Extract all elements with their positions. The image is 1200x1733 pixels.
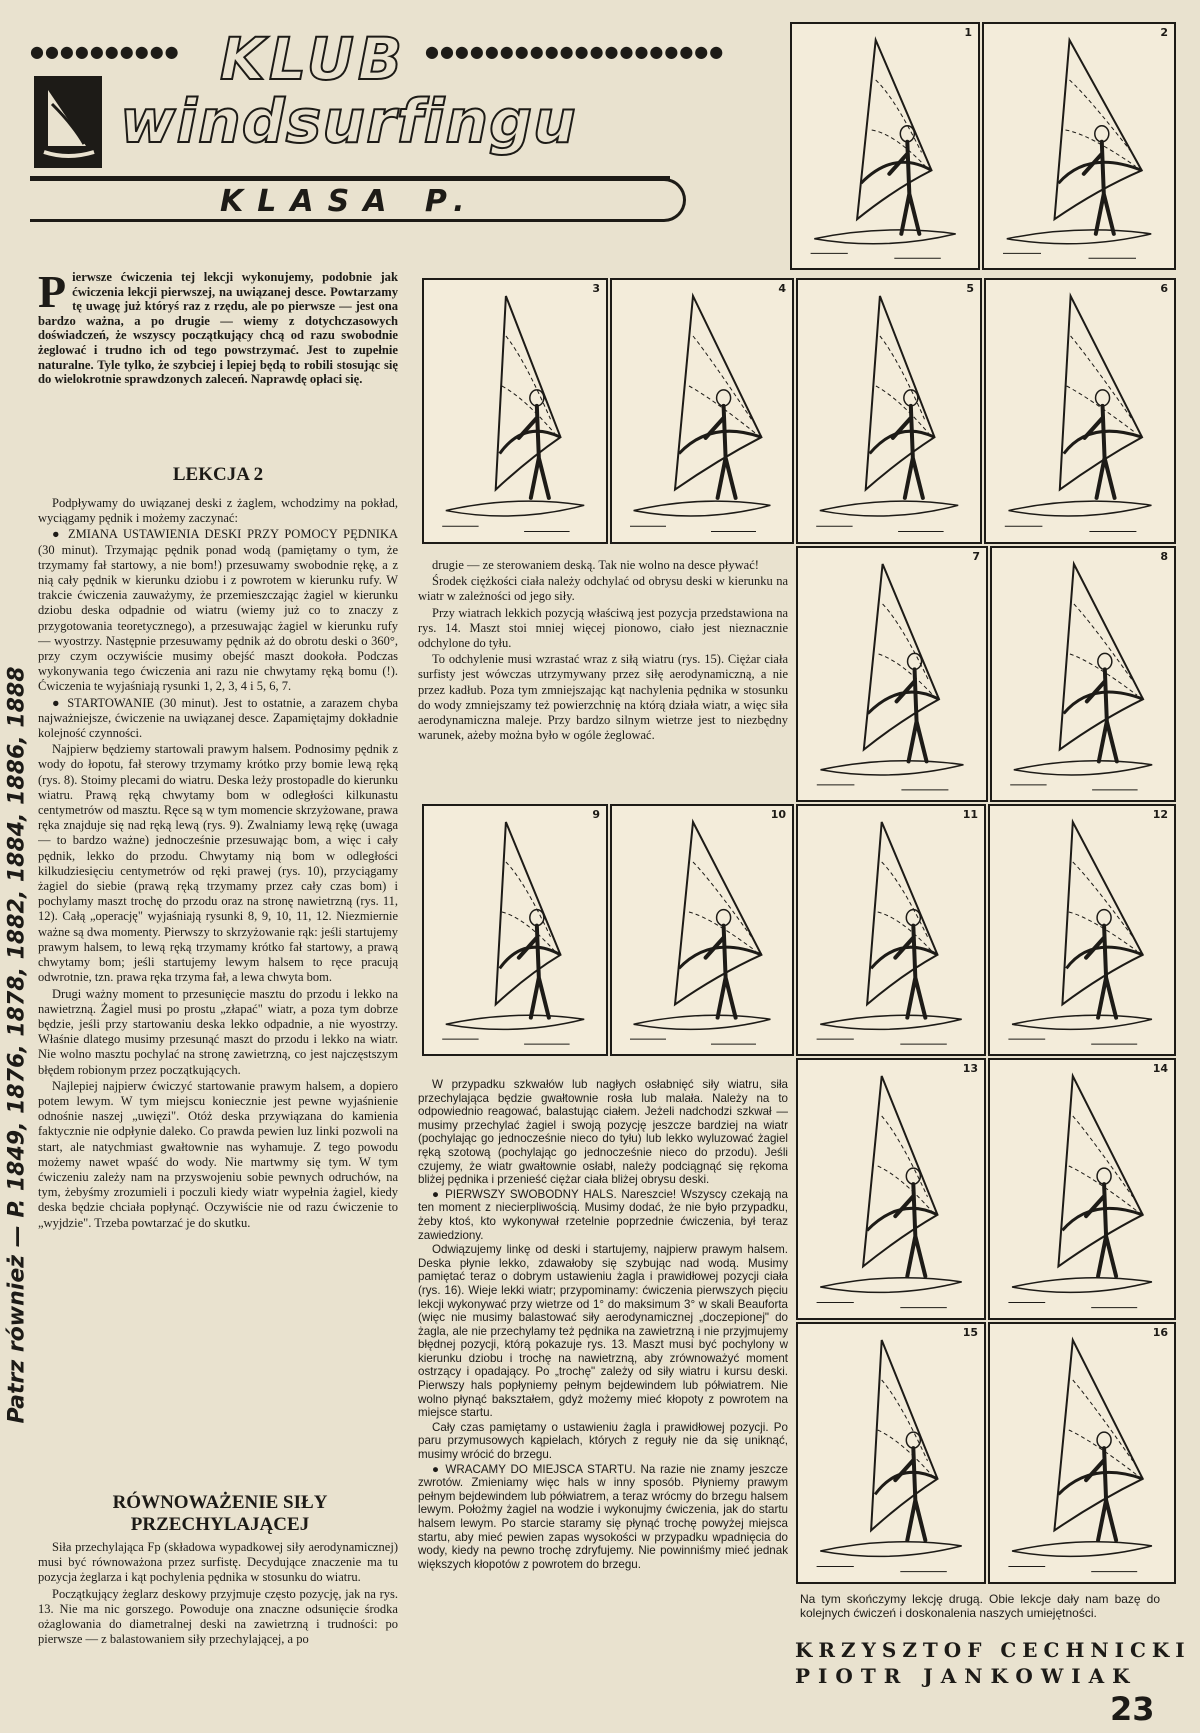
sail-logo-icon bbox=[34, 76, 102, 168]
figure-number: 11 bbox=[962, 808, 978, 821]
lesson-title: LEKCJA 2 bbox=[172, 464, 264, 485]
header-dots-right: ●●●●●●●●●●●●●●●●●●●● bbox=[425, 42, 725, 61]
col2a-p1: Środek ciężkości ciała należy odchylać od obrysu deski w kierunku na wiatr w zależności od jego siły. bbox=[418, 574, 788, 604]
figure-panel-11 bbox=[796, 804, 986, 1056]
club-logo bbox=[34, 76, 102, 168]
col1-p0: Podpływamy do uwiązanej deski z żaglem, wchodzimy na pokład, wyciągamy pędnik i możemy zaczynać: bbox=[38, 496, 398, 526]
page-number: 23 bbox=[1110, 1690, 1155, 1728]
figure-panel-4 bbox=[610, 278, 794, 544]
col2b-p2: Odwiązujemy linkę od deski i startujemy, najpierw prawym halsem. Deska płynie lekko, zdawałoby się szybując nad wodą. Musimy pamiętać teraz o dobrym ustawieniu żagla i prawidłowej pozycji ciała (rys. 16). Wieje lekki wiatr; przypominamy: ćwiczenia pierwszych pięciu lekcji wykonywać przy wietrze od 1° do maksimum 3° w skali Beauforta (więc nie musimy balastować siły aerodynamicznej „doczepionej" do żagla, ale nie przechylamy też pędnika na zawietrzną i nie przyjmujemy błędnej pozycji, którą pokazuje rys. 13. Maszt musi być pochylony w kierunku dziobu i trochę na nawietrzną, aby zrównoważyć moment ostrzący i opadający. Po „trochę" zależy od siły wiatru i kursu deski. Pierwszy hals popłyniemy pełnym bejdewindem lub półwiatrem. Nie wolno płynąć bakształem, gdyż możemy mieć kłopoty z powrotem na miejsce startu. bbox=[418, 1243, 788, 1420]
figure-panel-3 bbox=[422, 278, 608, 544]
col1-p3: Najpierw będziemy startowali prawym halsem. Podnosimy pędnik z wody do łopotu, fał sterowy trzymamy krótko przy bomie lewą ręką (rys. 8). Stoimy plecami do wiatru. Deska leży prostopadle do kierunku wiatru. Prawą ręką chwytamy bom w odległości kilkunastu centymetrów od masztu. Ręce są w tym momencie skrzyżowane, prawa ręka znajduje się nad ręką lewą (rys. 9). Zwalniamy lewą rękę (uwaga — to bardzo ważne) jednocześnie przesuwając bom, a więc i cały pędnik, lekko do przodu. Chwytamy nią bom w odległości kilkudziesięciu centymetrów od ręki prawej (rys. 10), przyciągamy żagiel do siebie (prawą ręką trzymamy przez cały czas bom) i pochylamy maszt trochę do przodu oraz na stronę nawietrzną (rys. 11, 12). Całą „operację" wyjaśniają rysunki 8, 9, 10, 11, 12. Niezmiernie ważne są dwa momenty. Pierwszy to skrzyżowanie rąk: jeśli startujemy prawym halsem, to lewą ręką trzymamy krótko fał startowy, a prawą chwytamy bom; jeśli startujemy lewym halsem to ręce pracują odwrotnie, tzn. prawa ręka trzyma fał, a lewa chwyta bom. bbox=[38, 742, 398, 985]
figure-panel-5 bbox=[796, 278, 982, 544]
figure-panel-1 bbox=[790, 22, 980, 270]
see-also-text: Patrz również — P. 1849, 1876, 1878, 1882, 1884, 1886, 1888 bbox=[4, 666, 30, 1424]
figure-number: 9 bbox=[592, 808, 600, 821]
windsurfer-illustration bbox=[798, 1060, 984, 1318]
windsurfer-illustration bbox=[612, 280, 792, 542]
windsurfer-illustration bbox=[990, 1324, 1174, 1582]
header-dots-left: ●●●●●●●●●● bbox=[30, 42, 180, 61]
col2b-p0: W przypadku szkwałów lub nagłych osłabnięć siły wiatru, siła przechylająca będzie gwałtownie rosła lub malała. Należy na to odpowiednio reagować, balastując ciałem. Jeżeli nadchodzi szkwał — musimy przechylać żagiel i swoją pozycję jeszcze bardziej na wiatr (pochylając go jednocześnie nieco do tyłu) lub lekko wyluzować żagiel ręką szotową (pochylając go jednocześnie nieco do przodu). Jeśli czujemy, że wiatr gwałtownie osłabł, należy podciągnąć się rękoma bliżej pędnika i przenieść ciężar ciała bliżej obrysu deski. bbox=[418, 1078, 788, 1187]
col2a-p2: Przy wiatrach lekkich pozycją właściwą jest pozycja przedstawiona na rys. 14. Maszt stoi mniej więcej pionowo, ciało jest nieznacznie odchylone do tyłu. bbox=[418, 605, 788, 651]
figure-panel-12 bbox=[988, 804, 1176, 1056]
windsurfer-illustration bbox=[992, 548, 1174, 800]
figure-panel-13 bbox=[796, 1058, 986, 1320]
figure-panel-8 bbox=[990, 546, 1176, 802]
figure-number: 6 bbox=[1160, 282, 1168, 295]
windsurfer-illustration bbox=[986, 280, 1174, 542]
col2b-p3: Cały czas pamiętamy o ustawieniu żagla i prawidłowej pozycji. Po paru przymusowych kąpielach, których z reguły nie da się uniknąć, musimy wrócić do brzegu. bbox=[418, 1420, 788, 1462]
closing-text: Na tym skończymy lekcję drugą. Obie lekcje dały nam bazę do kolejnych ćwiczeń i doskonalenia naszych umiejętności. bbox=[800, 1592, 1160, 1620]
windsurfer-illustration bbox=[984, 24, 1174, 268]
header bbox=[30, 25, 725, 228]
figure-panel-9 bbox=[422, 804, 608, 1056]
figure-number: 8 bbox=[1160, 550, 1168, 563]
windsurfer-illustration bbox=[798, 806, 984, 1054]
col1-p2: ● STARTOWANIE (30 minut). Jest to ostatnie, a zarazem chyba najważniejsze, ćwiczenie na uwiązanej desce. Zapamiętajmy dokładnie kolejność czynności. bbox=[38, 695, 398, 741]
windsurfer-illustration bbox=[990, 1060, 1174, 1318]
col2b-p1: ● PIERWSZY SWOBODNY HALS. Nareszcie! Wszyscy czekają na ten moment z niecierpliwością. Musimy dodać, że nie było przypadku, żeby ktoś, kto wykonywał rzetelnie poprzednie ćwiczenia, był teraz zawiedziony. bbox=[418, 1187, 788, 1242]
figure-number: 5 bbox=[966, 282, 974, 295]
windsurfer-illustration bbox=[424, 806, 606, 1054]
col2b-p4: ● WRACAMY DO MIEJSCA STARTU. Na razie nie znamy jeszcze zwrotów. Zmieniamy więc hals w inny sposób. Płyniemy prawym pełnym bejdewindem lub półwiatrem, a teraz wrócmy do brzegu halsem lewym. Położmy żagiel na wodzie i wykonujmy ćwiczenia, jak do startu halsem lewym. Po starcie staramy się płynąć trochę powyżej miejsca startu, aby mieć pewien zapas wysokości w przypadku wpadnięcia do wody, kiedy na pewno trochę zdryfujemy. Nie powinniśmy mieć jednak większych kłopotów z powrotem do brzegu. bbox=[418, 1462, 788, 1571]
column-2b-text bbox=[418, 1078, 788, 1723]
figure-number: 14 bbox=[1152, 1062, 1168, 1075]
col1b-p0: Siła przechylająca Fp (składowa wypadkowej siły aerodynamicznej) musi być równoważona przez surfistę. Decydujące znaczenie ma tu pozycja żeglarza i kąt pochylenia pędnika w stosunku do wiatru. bbox=[38, 1540, 398, 1585]
dropcap: P bbox=[38, 266, 67, 317]
figure-number: 2 bbox=[1160, 26, 1168, 39]
figure-number: 3 bbox=[592, 282, 600, 295]
intro-paragraph bbox=[38, 266, 398, 387]
intro-text: ierwsze ćwiczenia tej lekcji wykonujemy, podobnie jak ćwiczenia lekcji pierwszej, na uwiązanej desce. Powtarzamy tę uwagę już któryś raz z rzędu, ale po pierwsze — jest ona bardzo ważna, a po drugie — wiemy z dotychczasowych doświadczeń, że wszyscy początkujący chcą od razu swobodnie żeglować i trudno ich od tego powstrzymać. Jest to zupełnie naturalne. Tyle tylko, że szybciej i lepiej będą to robili stosując się do wielokrotnie sprawdzonych zaleceń. Naprawdę opłaci się. bbox=[38, 270, 398, 387]
section-2-title: RÓWNOWAŻENIE SIŁY PRZECHYLAJĄCEJ bbox=[112, 1492, 328, 1535]
figure-number: 4 bbox=[778, 282, 786, 295]
col1b-p1: Początkujący żeglarz deskowy przyjmuje często pozycję, jak na rys. 13. Nie ma nic gorszego. Powoduje ona znaczne odsunięcie środka ożaglowania do diametralnej deski na zawietrzną i trudności: po pierwsze — z balastowaniem siły przechylającej, a po bbox=[38, 1586, 398, 1647]
figure-panel-7 bbox=[796, 546, 988, 802]
figure-panel-14 bbox=[988, 1058, 1176, 1320]
column-2a-text bbox=[418, 558, 788, 783]
figure-panel-10 bbox=[610, 804, 794, 1056]
title-windsurfingu: windsurfingu bbox=[120, 87, 577, 157]
windsurfer-illustration bbox=[990, 806, 1174, 1054]
windsurfer-illustration bbox=[792, 24, 978, 268]
figure-panel-15 bbox=[796, 1322, 986, 1584]
col1-p4: Drugi ważny moment to przesunięcie masztu do przodu i lekko na nawietrzną. Żagiel musi po prostu „złapać" wiatr, a poza tym dobrze będzie, jeśli przy startowaniu deska lekko odpadnie, a nie wyostrzy. Właśnie dlatego musimy przesunąć maszt do przodu i lekko na wiatr. Nie wolno masztu pochylać na stronę zawietrzną, co jest najczęstszym błędem robionym przez początkujących. bbox=[38, 986, 398, 1077]
figure-panel-2 bbox=[982, 22, 1176, 270]
figure-panel-16 bbox=[988, 1322, 1176, 1584]
figure-number: 15 bbox=[962, 1326, 978, 1339]
author-1: KRZYSZTOF CECHNICKI bbox=[795, 1638, 1191, 1662]
subtitle-bar-line bbox=[30, 176, 670, 179]
figure-number: 12 bbox=[1152, 808, 1168, 821]
subtitle: KLASA P. bbox=[220, 184, 479, 219]
figure-number: 16 bbox=[1152, 1326, 1168, 1339]
col2a-p3: To odchylenie musi wzrastać wraz z siłą wiatru (rys. 15). Ciężar ciała surfisty jest wówczas utrzymywany przez siłę aerodynamiczną, a nie przez kadłub. Poza tym zmniejszając kąt nachylenia pędnika w stosunku do wody zmniejszamy też powierzchnię na którą działa wiatr, a więc siła aerodynamiczna maleje. Przy bardzo silnym wietrze jest to niezbędny warunek, ażeby można było w ogóle żeglować. bbox=[418, 652, 788, 743]
figure-number: 13 bbox=[962, 1062, 978, 1075]
figure-panel-6 bbox=[984, 278, 1176, 544]
author-2: PIOTR JANKOWIAK bbox=[795, 1664, 1138, 1688]
windsurfer-illustration bbox=[612, 806, 792, 1054]
see-also-sidebar bbox=[4, 480, 30, 1610]
figure-number: 10 bbox=[770, 808, 786, 821]
windsurfer-illustration bbox=[424, 280, 606, 542]
column-1-text bbox=[38, 496, 398, 1501]
col1-p5: Najlepiej najpierw ćwiczyć startowanie prawym halsem, a dopiero potem lewym. W tym miejscu koniecznie jest pewne wyjaśnienie odnośnie naszej „uwięzi". Otóż deska przywiązana do kamienia faktycznie nie odpłynie daleko. Co prawda pewien luz linki pozwoli na start, ale natychmiast gwałtownie nas wyhamuje. Z tego powodu możemy nawet wpaść do wody. Nie martwmy się tym. W tym ćwiczeniu zależy nam na przyswojeniu sobie pewnych odruchów, na tym, żebyśmy zrozumieli i poczuli kiedy wiatr wypełnia żagiel, kiedy deska będzie chciała popłynąć. Oczywiście nie od razu ćwiczenie to „wyjdzie". Trzeba powtarzać je do skutku. bbox=[38, 1078, 398, 1230]
figure-number: 7 bbox=[972, 550, 980, 563]
col2a-p0: drugie — ze sterowaniem deską. Tak nie wolno na desce pływać! bbox=[432, 558, 759, 572]
column-1b-text bbox=[38, 1540, 398, 1720]
windsurfer-illustration bbox=[798, 1324, 984, 1582]
figure-number: 1 bbox=[964, 26, 972, 39]
windsurfer-illustration bbox=[798, 280, 980, 542]
col1-p1: ● ZMIANA USTAWIENIA DESKI PRZY POMOCY PĘDNIKA (30 minut). Trzymając pędnik ponad wodą (pamiętamy o tym, że trzymamy fał startowy, a nie bom!) przesuwamy swobodnie rękę, a z nią cały pędnik w kierunku dziobu i z powrotem w kierunku rufy. W trakcie ćwiczenia zauważymy, że przemieszczając żagiel w kierunku dziobu deska odpadnie od wiatru (wiemy już co to znaczy z przygotowania teoretycznego), a przesuwając żagiel w kierunku rufy — wyostrzy. Następnie przesuwamy pędnik aż do obrotu deski o 360°, przy czym oczywiście musimy obejść maszt dookoła. Podczas wykonywania tego ćwiczenia ani razu nie chwytamy ręką bomu (!). Ćwiczenia te wyjaśniają rysunki 1, 2, 3, 4 i 5, 6, 7. bbox=[38, 527, 398, 694]
windsurfer-illustration bbox=[798, 548, 986, 800]
title-klub: KLUB bbox=[220, 25, 407, 93]
